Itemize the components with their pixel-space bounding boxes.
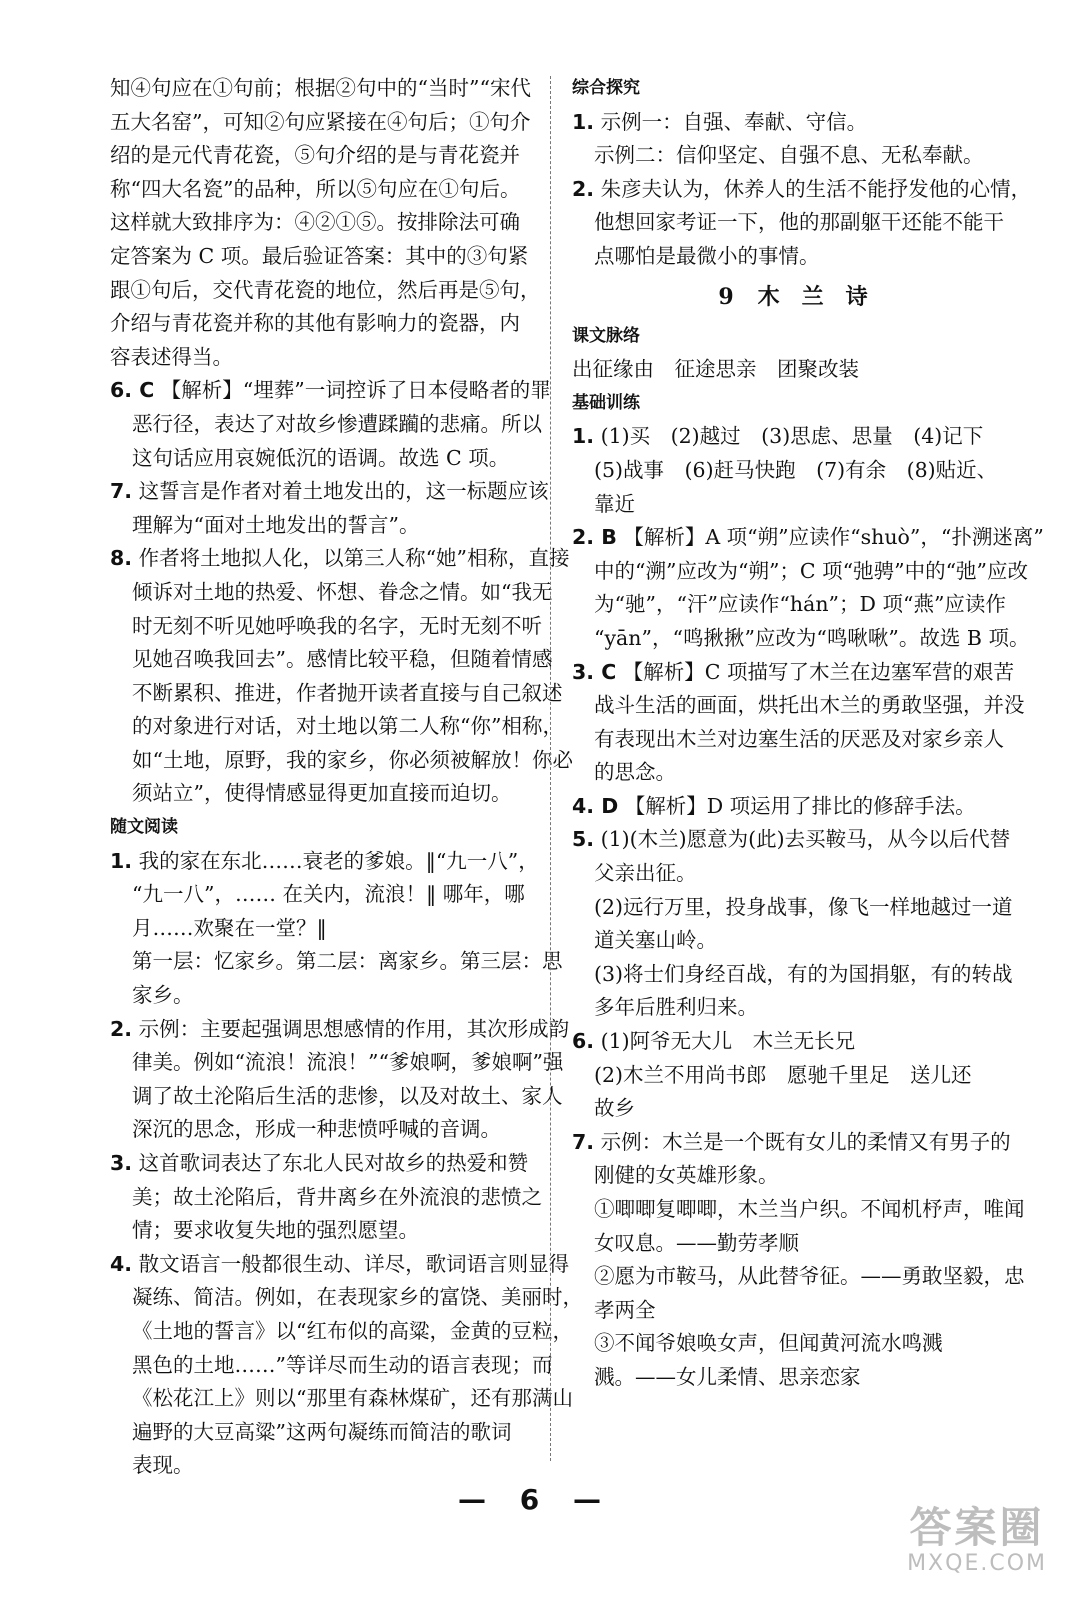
line-text: 家乡。 (132, 983, 194, 1008)
text-line (110, 139, 528, 173)
text-line (110, 1248, 570, 1282)
watermark-logo (907, 1505, 1047, 1576)
text-line (572, 1327, 1014, 1361)
text-line (110, 1181, 542, 1215)
line-text: 称“四大名瓷”的品种，所以⑤句应在①句后。 (110, 176, 521, 201)
item-number: 1. (110, 848, 133, 873)
text-line (110, 72, 531, 106)
text-line (572, 1361, 1014, 1395)
line-text: 示例一：自强、奉献、守信。 (594, 109, 868, 134)
text-line (572, 622, 1030, 656)
text-line (572, 139, 1014, 173)
text-line (572, 723, 1014, 757)
item-number: 2. B (572, 525, 617, 550)
text-line (572, 1193, 1025, 1227)
text-line (572, 206, 1014, 240)
line-text: (2)远行万里，投身战事，像飞一样地越过一道 (594, 894, 1013, 919)
line-text: (5)战事 (6)赶马快跑 (7)有余 (8)贴近、 (594, 457, 998, 482)
line-text: 黑色的土地……”等详尽而生动的语言表现；而 (132, 1352, 553, 1377)
line-text: 跟①句后，交代青花瓷的地位，然后再是⑤句， (110, 277, 541, 302)
text-line (110, 206, 528, 240)
text-line (572, 1227, 1014, 1261)
text-line (110, 1281, 583, 1315)
line-text: 深沉的思念，形成一种悲愤呼喊的音调。 (132, 1117, 501, 1142)
line-text: 遍野的大豆高粱”这两句凝练而简洁的歌词 (132, 1419, 512, 1444)
item-number: 6. (572, 1029, 595, 1054)
text-line (572, 790, 1014, 824)
line-text: 第一层：忆家乡。第二层：离家乡。第三层：思 (132, 949, 563, 974)
line-text: 的思念。 (594, 760, 676, 785)
line-text: 靠近 (594, 491, 635, 516)
line-text: 见她召唤我回去”。感情比较平稳，但随着情感 (132, 647, 553, 672)
text-line (110, 106, 531, 140)
text-line (572, 991, 1014, 1025)
line-text: 绍的是元代青花瓷，⑤句介绍的是与青花瓷并 (110, 143, 520, 168)
watermark-url: MXQE.COM (907, 1551, 1047, 1576)
item-number: 3. (110, 1151, 133, 1175)
right-column (572, 72, 1044, 1395)
line-text: 如“土地，原野，我的家乡，你必须被解放！你必 (132, 747, 573, 772)
line-text: 《土地的誓言》以“红布似的高粱，金黄的豆粒， (132, 1318, 573, 1343)
item-number: 7. (110, 479, 133, 504)
text-line (110, 1449, 528, 1483)
text-line (572, 1159, 1014, 1193)
line-text: “九一八”，…… 在关内，流浪！‖ 哪年，哪 (132, 882, 525, 907)
text-line (110, 945, 563, 979)
line-text: “yān”，“鸣揪揪”应改为“鸣啾啾”。故选 B 项。 (594, 625, 1030, 650)
line-text: 道关塞山岭。 (594, 928, 717, 953)
line-text: 时无刻不听见她呼唤我的名字，无时无刻不听 (132, 613, 542, 638)
line-text: 孝两全 (594, 1297, 656, 1322)
text-line (572, 555, 1029, 589)
text-line (572, 173, 1032, 207)
section-heading (572, 387, 1014, 421)
line-text: 刚健的女英雄形象。 (594, 1163, 779, 1188)
line-text: 【解析】A 项“朔”应读作“shuò”，“扑溯迷离” (616, 525, 1044, 550)
text-line (110, 542, 570, 576)
text-line (572, 588, 1014, 622)
text-line (110, 1416, 528, 1450)
line-text: 《松花江上》则以“那里有森林煤矿，还有那满山 (132, 1386, 573, 1411)
text-line (110, 912, 528, 946)
line-text: ①唧唧复唧唧，木兰当户织。不闻机杼声，唯闻 (594, 1197, 1025, 1221)
line-text: 的对象进行对话，对土地以第二人称“你”相称， (132, 714, 563, 739)
line-text: 容表述得当。 (110, 344, 233, 369)
line-text: 女叹息。——勤劳孝顺 (594, 1230, 799, 1255)
item-number: 1. (572, 424, 595, 449)
text-line (110, 240, 528, 274)
line-text: 不断累积、推进，作者抛开读者直接与自己叙述 (132, 680, 563, 705)
text-line (572, 656, 1014, 690)
lesson-name: 木 兰 诗 (757, 283, 868, 310)
line-text: 父亲出征。 (594, 861, 697, 886)
text-line (110, 1214, 528, 1248)
text-line (110, 576, 553, 610)
lesson-number: 9 (718, 283, 734, 310)
text-line (110, 509, 528, 543)
watermark-text: 答案圈 (909, 1503, 1045, 1552)
right-top (572, 72, 1032, 274)
line-text: 多年后胜利归来。 (594, 995, 758, 1020)
text-line (110, 744, 573, 778)
text-line (110, 777, 528, 811)
line-text: 示例二：信仰坚定、自强不息、无私奉献。 (594, 143, 984, 168)
item-number: 5. (572, 827, 595, 852)
line-text: 故乡 (594, 1096, 635, 1121)
section-heading (572, 72, 1014, 106)
item-number: 4. (110, 1251, 133, 1276)
line-text: (2)木兰不用尚书郎 愿驰千里足 送儿还 (594, 1062, 972, 1087)
line-text: 情；要求收复失地的强烈愿望。 (132, 1218, 419, 1243)
text-line (110, 1315, 573, 1349)
text-line (110, 307, 528, 341)
section-heading (110, 811, 528, 845)
line-text: 表现。 (132, 1453, 194, 1478)
line-text: 这样就大致排序为：④②①⑤。按排除法可确 (110, 210, 520, 235)
lesson-title (572, 274, 1014, 320)
text-line (572, 454, 1014, 488)
text-line (110, 1349, 553, 1383)
line-text: 月……欢聚在一堂？‖ (132, 915, 327, 940)
item-number: 7. (572, 1129, 595, 1154)
line-text: 介绍与青花瓷并称的其他有影响力的瓷器，内 (110, 311, 520, 336)
line-text: 战斗生活的画面，烘托出木兰的勇敢坚强，并没 (594, 693, 1025, 718)
text-line (110, 878, 528, 912)
text-line (110, 1080, 563, 1114)
text-line (572, 1092, 1014, 1126)
line-text: 随文阅读 (110, 817, 178, 838)
text-line (110, 643, 553, 677)
text-line (572, 420, 1014, 454)
right-bottom (572, 320, 1044, 1395)
text-line (110, 408, 542, 442)
text-line (110, 1113, 528, 1147)
item-number: 6. C (110, 378, 155, 403)
line-text: 溅。——女儿柔情、思亲恋家 (594, 1364, 861, 1389)
text-line (572, 823, 1014, 857)
text-line (110, 979, 528, 1013)
line-text: 综合探究 (572, 78, 640, 98)
line-text: 基础训练 (572, 392, 640, 413)
text-line (572, 1260, 1025, 1294)
line-text: 知④句应在①句前；根据②句中的“当时”“宋代 (110, 76, 531, 100)
item-number: 2. (110, 1016, 133, 1041)
text-line (110, 173, 528, 207)
text-line (110, 677, 563, 711)
line-text: 我的家在东北……衰老的爹娘。‖“九一八”， (132, 848, 539, 873)
text-line (110, 1013, 570, 1047)
line-text: 须站立”，使得情感显得更加直接而迫切。 (132, 781, 512, 806)
line-text: 这首歌词表达了东北人民对故乡的热爱和赞 (132, 1151, 529, 1175)
line-text: 他想回家考证一下，他的那副躯干还能不能干 (594, 210, 1004, 235)
text-line (110, 274, 541, 308)
line-text: 【解析】C 项描写了木兰在边塞军营的艰苦 (616, 659, 1014, 684)
text-line (572, 924, 1014, 958)
line-text: 为“驰”，“汗”应读作“hán”；D 项“燕”应读作 (594, 592, 1006, 617)
line-text: ②愿为市鞍马，从此替爷征。——勇敢坚毅，忠 (594, 1264, 1025, 1289)
text-line (572, 756, 1014, 790)
text-line (110, 1382, 573, 1416)
line-text: ③不闻爷娘唤女声，但闻黄河流水鸣溅 (594, 1331, 943, 1356)
text-line (572, 857, 1014, 891)
text-line (572, 106, 1014, 140)
text-line (572, 521, 1044, 555)
text-line (572, 1025, 1014, 1059)
line-text: 这誓言是作者对着土地发出的，这一标题应该 (132, 479, 549, 504)
line-text: 理解为“面对土地发出的誓言”。 (132, 512, 420, 537)
item-number: 2. (572, 176, 595, 201)
text-line (110, 1147, 528, 1181)
text-line (110, 610, 542, 644)
line-text: 朱彦夫认为，休养人的生活不能抒发他的心情， (594, 176, 1032, 201)
text-line (572, 1126, 1014, 1160)
text-line (572, 240, 1014, 274)
text-line (572, 1059, 1014, 1093)
text-line (572, 689, 1025, 723)
text-line (110, 1046, 564, 1080)
text-line (110, 341, 528, 375)
line-text: 律美。例如“流浪！流浪！”“爹娘啊，爹娘啊”强 (132, 1050, 564, 1075)
text-line (572, 958, 1014, 992)
line-text: 【解析】D 项运用了排比的修辞手法。 (618, 793, 976, 818)
text-line (572, 891, 1014, 925)
line-text: 【解析】“埋葬”一词控诉了日本侵略者的罪 (154, 378, 551, 403)
line-text: (3)将士们身经百战，有的为国捐躯，有的转战 (594, 961, 1013, 986)
line-text: 五大名窑”，可知②句应紧接在④句后；①句介 (110, 109, 531, 134)
page-number: — 6 — (458, 1483, 613, 1516)
line-text: 中的“溯”应改为“朔”；C 项“弛骋”中的“弛”应改 (594, 558, 1029, 583)
text-line (110, 475, 549, 509)
line-text: 示例：木兰是一个既有女儿的柔情又有男子的 (594, 1129, 1011, 1154)
line-text: 美；故土沦陷后，背井离乡在外流浪的悲愤之 (132, 1184, 542, 1209)
line-text: 定答案为 C 项。最后验证答案：其中的③句紧 (110, 243, 529, 268)
left-column (110, 72, 583, 1483)
item-number: 3. C (572, 659, 617, 684)
line-text: (1)买 (2)越过 (3)思虑、思量 (4)记下 (594, 424, 984, 449)
text-line (110, 845, 539, 879)
text-line (110, 710, 563, 744)
line-text: 凝练、简洁。例如，在表现家乡的富饶、美丽时， (132, 1285, 583, 1310)
line-text: 散文语言一般都很生动、详尽，歌词语言则显得 (132, 1251, 570, 1276)
line-text: 课文脉络 (572, 325, 640, 346)
line-text: 有表现出木兰对边塞生活的厌恶及对家乡亲人 (594, 726, 1004, 751)
line-text: 示例：主要起强调思想感情的作用，其次形成韵 (132, 1016, 570, 1041)
line-text: 点哪怕是最微小的事情。 (594, 243, 820, 268)
item-number: 1. (572, 109, 595, 134)
text-line (572, 353, 1014, 387)
line-text: 调了故土沦陷后生活的悲惨，以及对故土、家人 (132, 1083, 563, 1108)
column-divider (550, 76, 551, 1461)
section-heading (572, 320, 1014, 354)
line-text: (1)(木兰)愿意为(此)去买鞍马，从今以后代替 (594, 827, 1011, 852)
line-text: 这句话应用哀婉低沉的语调。故选 C 项。 (132, 445, 510, 470)
line-text: 倾诉对土地的热爱、怀想、眷念之情。如“我无 (132, 579, 553, 604)
line-text: 恶行径，表达了对故乡惨遭蹂躏的悲痛。所以 (132, 411, 542, 436)
text-line (110, 374, 551, 408)
item-number: 4. D (572, 793, 619, 818)
line-text: (1)阿爷无大儿 木兰无长兄 (594, 1029, 856, 1054)
text-line (572, 1294, 1014, 1328)
line-text: 作者将土地拟人化，以第三人称“她”相称，直接 (132, 546, 570, 571)
text-line (572, 488, 1014, 522)
text-line (110, 442, 528, 476)
line-text: 出征缘由 征途思亲 团聚改装 (572, 357, 859, 382)
item-number: 8. (110, 546, 133, 571)
